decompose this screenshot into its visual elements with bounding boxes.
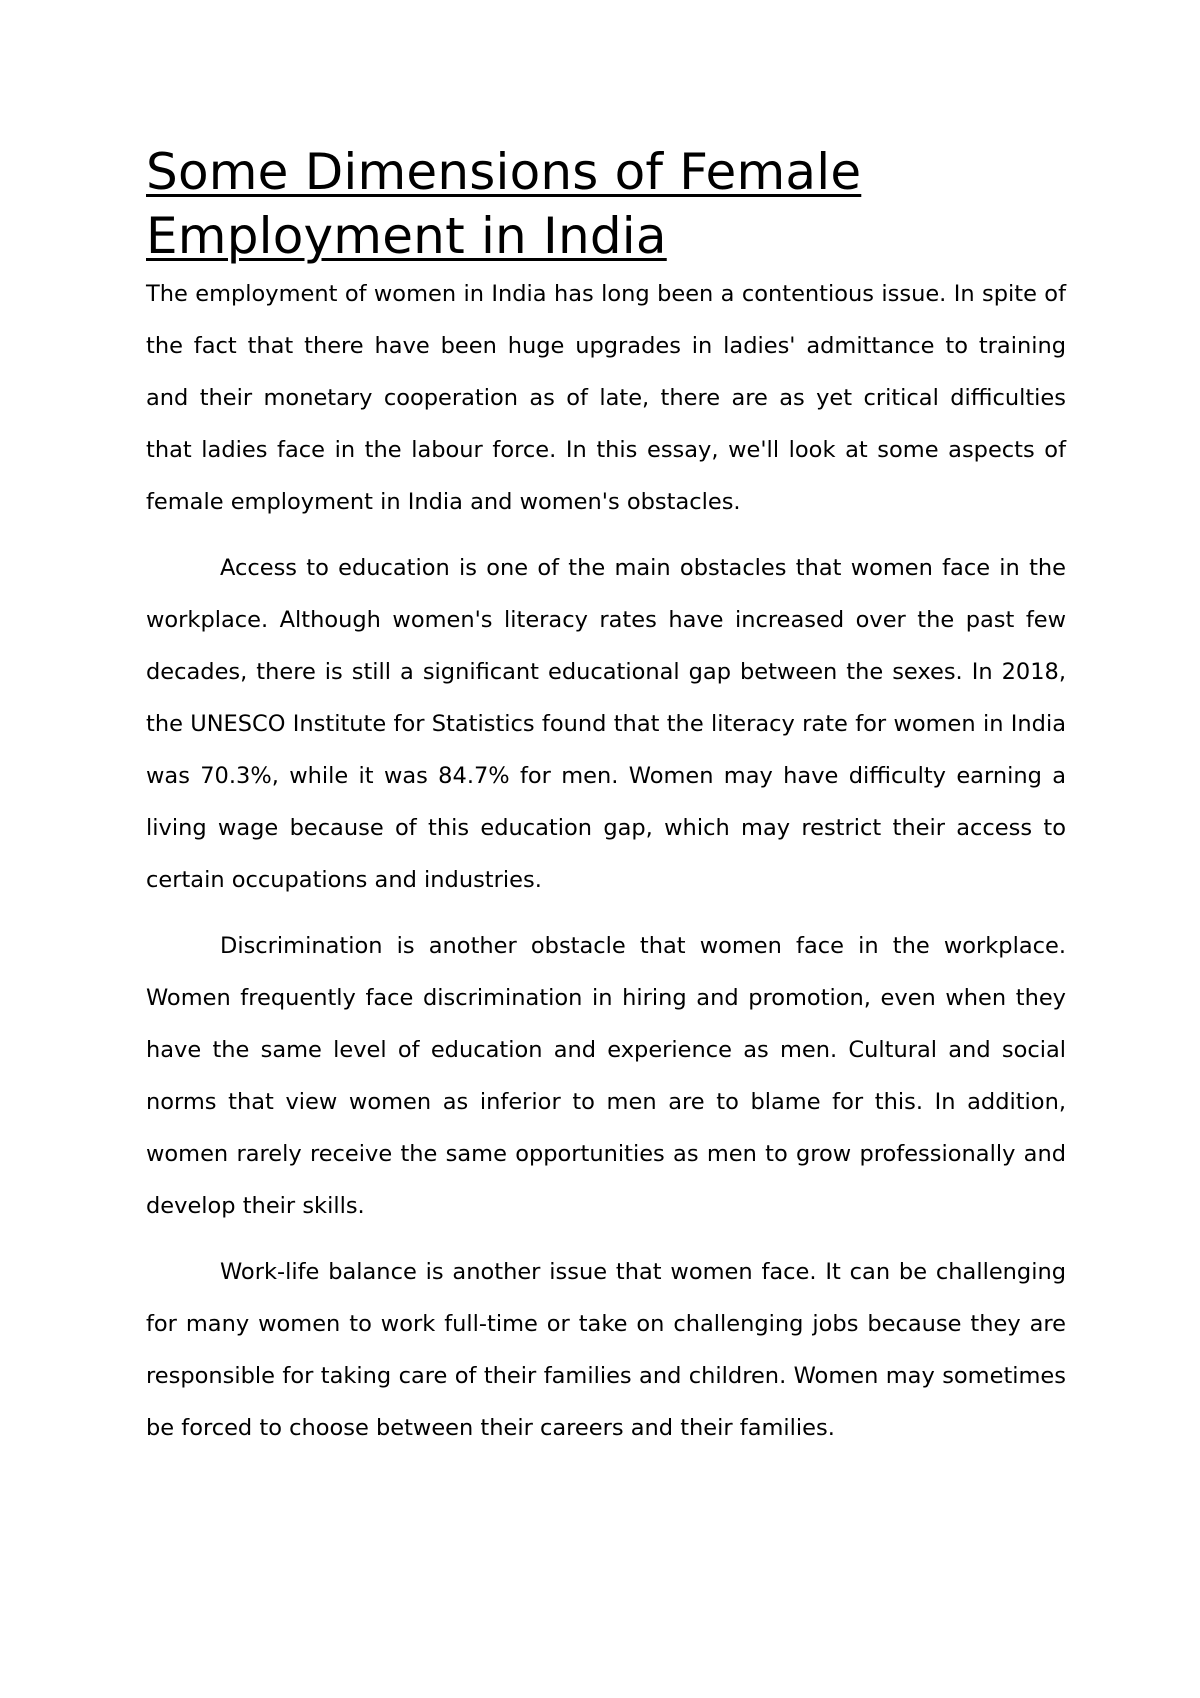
paragraph-work-life-balance: Work-life balance is another issue that women face. It can be challenging for many women to work full-time or take on challenging jobs because they are responsible for taking care of their families and children. Women may sometimes be forced to choose between their careers and their families.: [146, 1259, 1066, 1441]
paragraph-education: Access to education is one of the main obstacles that women face in the workplace. Although women's literacy rates have increased over the past few decades, there is still a significant educational gap between the sexes. In 2018, the UNESCO Institute for Statistics found that the literacy rate for women in India was 70.3%, while it was 84.7% for men. Women may have difficulty earning a living wage because of this education gap, which may restrict their access to certain occupations and industries.: [146, 555, 1066, 893]
document-body: [146, 140, 1066, 1454]
document-title: Some Dimensions of Female Employment in India: [146, 143, 862, 265]
paragraph-intro: The employment of women in India has long been a contentious issue. In spite of the fact that there have been huge upgrades in ladies' admittance to training and their monetary cooperation as of late, there are as yet critical difficulties that ladies face in the labour force. In this essay, we'll look at some aspects of female employment in India and women's obstacles.: [146, 281, 1066, 515]
paragraph-discrimination: Discrimination is another obstacle that women face in the workplace. Women frequently face discrimination in hiring and promotion, even when they have the same level of education and experience as men. Cultural and social norms that view women as inferior to men are to blame for this. In addition, women rarely receive the same opportunities as men to grow professionally and develop their skills.: [146, 933, 1066, 1219]
